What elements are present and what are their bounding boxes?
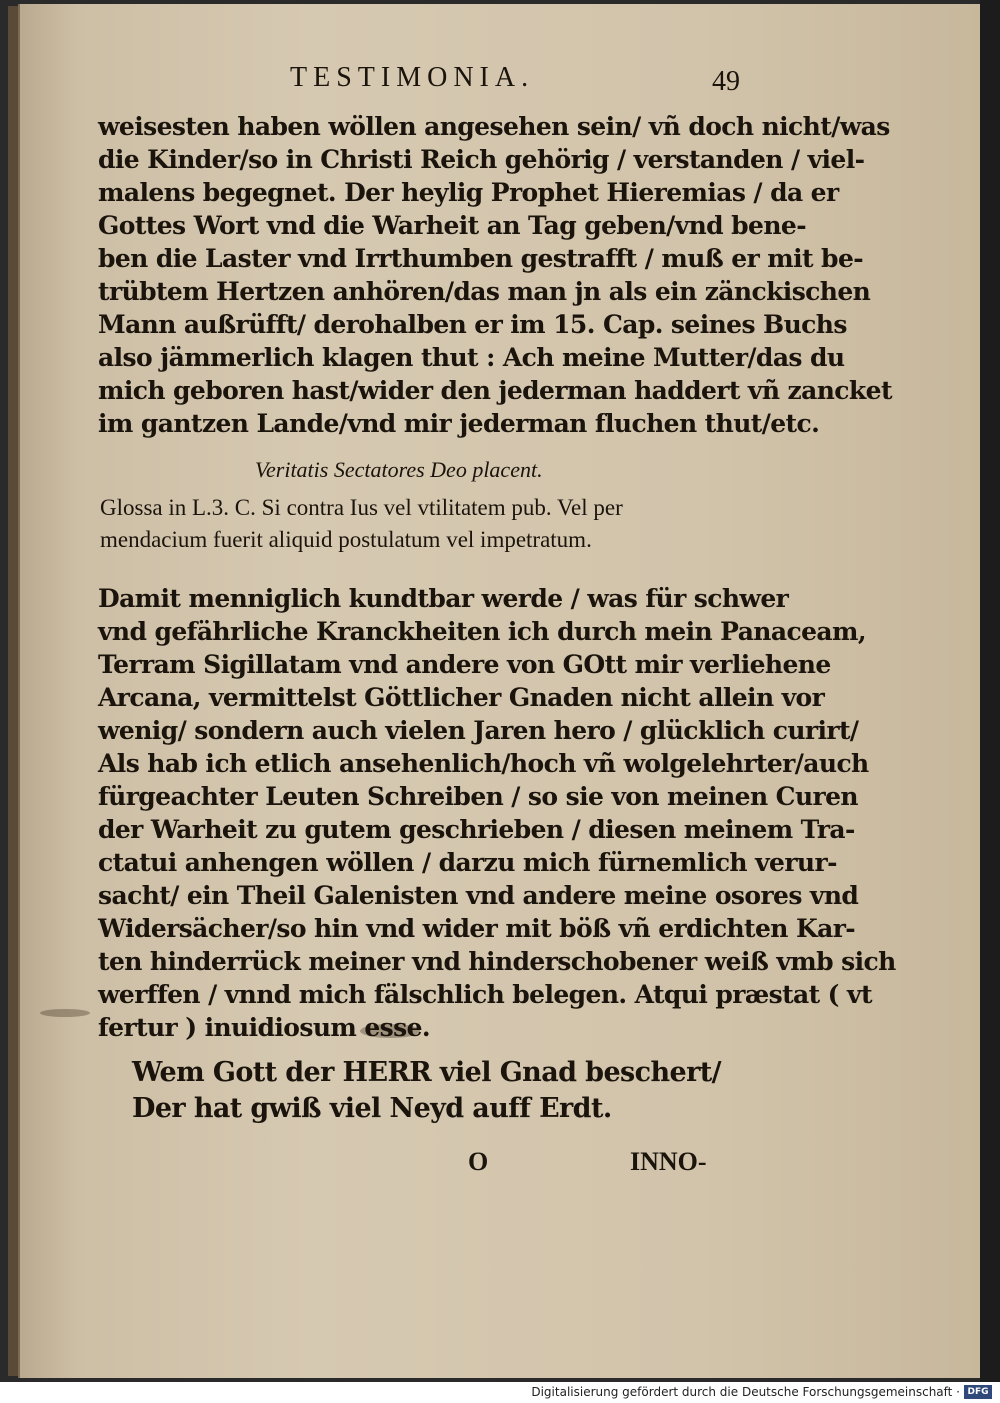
text-line: vnd gefährliche Kranckheiten ich durch mein Panaceam, (98, 617, 866, 646)
text-line: weisesten haben wöllen angesehen sein/ vñ doch nicht/was (98, 112, 890, 141)
text-line: die Kinder/so in Christi Reich gehörig / verstanden / viel- (98, 145, 865, 174)
page-number: 49 (712, 66, 740, 97)
text-line: ctatui anhengen wöllen / darzu mich fürnemlich verur- (98, 848, 837, 877)
dfg-logo: DFG (964, 1385, 992, 1399)
footer-bar (0, 1382, 1000, 1403)
verse-couplet (132, 1055, 721, 1127)
scan-right-margin (980, 0, 1000, 1382)
text-line: Widersächer/so hin vnd wider mit böß vñ erdichten Kar- (98, 914, 856, 943)
text-line: trübtem Hertzen anhören/das man jn als ein zänckischen (98, 277, 871, 306)
text-line: sacht/ ein Theil Galenisten vnd andere meine osores vnd (98, 881, 859, 910)
paragraph-1 (98, 110, 892, 440)
text-line: mich geboren hast/wider den jederman haddert vñ zancket (98, 376, 892, 405)
text-line: ben die Laster vnd Irrthumben gestrafft / muß er mit be- (98, 244, 864, 273)
text-line: im gantzen Lande/vnd mir jederman fluchen thut/etc. (98, 409, 820, 438)
text-line: Terram Sigillatam vnd andere von GOtt mir verliehene (98, 650, 831, 679)
text-line: also jämmerlich klagen thut : Ach meine Mutter/das du (98, 343, 845, 372)
text-line: malens begegnet. Der heylig Prophet Hieremias / da er (98, 178, 839, 207)
funding-credit: Digitalisierung gefördert durch die Deutsche Forschungsgemeinschaft · (531, 1385, 960, 1399)
text-line: fürgeachter Leuten Schreiben / so sie von meinen Curen (98, 782, 858, 811)
text-line: Damit menniglich kundtbar werde / was für schwer (98, 584, 789, 613)
text-line: ten hinderrück meiner vnd hinderschobener weiß vmb sich (98, 947, 896, 976)
text-line: werffen / vnnd mich fälschlich belegen. Atqui præstat ( vt (98, 980, 872, 1009)
text-line: fertur ) inuidiosum esse. (98, 1013, 431, 1042)
gloss-line: Glossa in L.3. C. Si contra Ius vel vtilitatem pub. Vel per (100, 495, 623, 520)
text-line: Mann außrüfft/ derohalben er im 15. Cap. seines Buchs (98, 310, 847, 339)
text-line: wenig/ sondern auch vielen Jaren hero / glücklich curirt/ (98, 716, 859, 745)
text-line: der Warheit zu gutem geschrieben / diesen meinem Tra- (98, 815, 855, 844)
text-line: Als hab ich etlich ansehenlich/hoch vñ wolgelehrter/auch (98, 749, 869, 778)
gloss-line: mendacium fuerit aliquid postulatum vel impetratum. (100, 527, 592, 552)
verse-line: Der hat gwiß viel Neyd auff Erdt. (132, 1093, 612, 1124)
text-line: Gottes Wort vnd die Warheit an Tag geben/vnd bene- (98, 211, 807, 240)
page-edge (8, 6, 18, 1376)
catchword: INNO- (630, 1147, 707, 1176)
gloss-note (100, 492, 750, 556)
catchword-signature: O (468, 1147, 489, 1176)
paragraph-2 (98, 582, 896, 1044)
text-line: Arcana, vermittelst Göttlicher Gnaden nicht allein vor (98, 683, 825, 712)
section-heading: Veritatis Sectatores Deo placent. (255, 457, 543, 482)
running-head: TESTIMONIA. (290, 62, 535, 93)
verse-line: Wem Gott der HERR viel Gnad beschert/ (132, 1057, 721, 1088)
